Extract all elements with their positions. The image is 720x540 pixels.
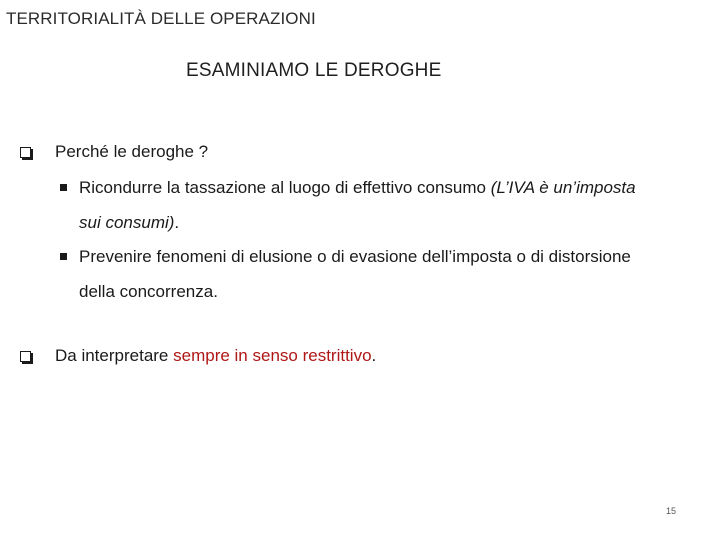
bullet-text-highlight: sempre in senso restrittivo — [173, 346, 372, 365]
sub-bullet-text — [79, 170, 651, 240]
page-number: 15 — [666, 506, 677, 516]
sub-bullet-text-plain: Ricondurre la tassazione al luogo di effettivo consumo — [79, 178, 491, 197]
sub-bullet-item — [60, 170, 660, 240]
checkbox-bullet-icon — [20, 147, 31, 158]
bullet-text-end: . — [371, 346, 377, 365]
sub-bullet-item — [60, 239, 660, 309]
bullet-text — [55, 346, 376, 366]
sub-bullet-text-italic: (L’IVA è un’imposta sui consumi) — [79, 178, 636, 232]
square-bullet-icon — [60, 184, 67, 191]
bullet-text-plain: Da interpretare — [55, 346, 174, 365]
section-header: TERRITORIALITÀ DELLE OPERAZIONI — [6, 9, 316, 28]
bullet-text: Perché le deroghe ? — [55, 142, 209, 161]
bullet-item — [20, 142, 208, 162]
slide-title: ESAMINIAMO LE DEROGHE — [186, 60, 442, 81]
checkbox-bullet-icon — [20, 351, 31, 362]
square-bullet-icon — [60, 253, 67, 260]
sub-bullet-text: Prevenire fenomeni di elusione o di evasione dell’imposta o di distorsione della concorrenza. — [79, 247, 631, 301]
sub-bullet-text-end: . — [174, 213, 180, 232]
bullet-item — [20, 346, 376, 366]
